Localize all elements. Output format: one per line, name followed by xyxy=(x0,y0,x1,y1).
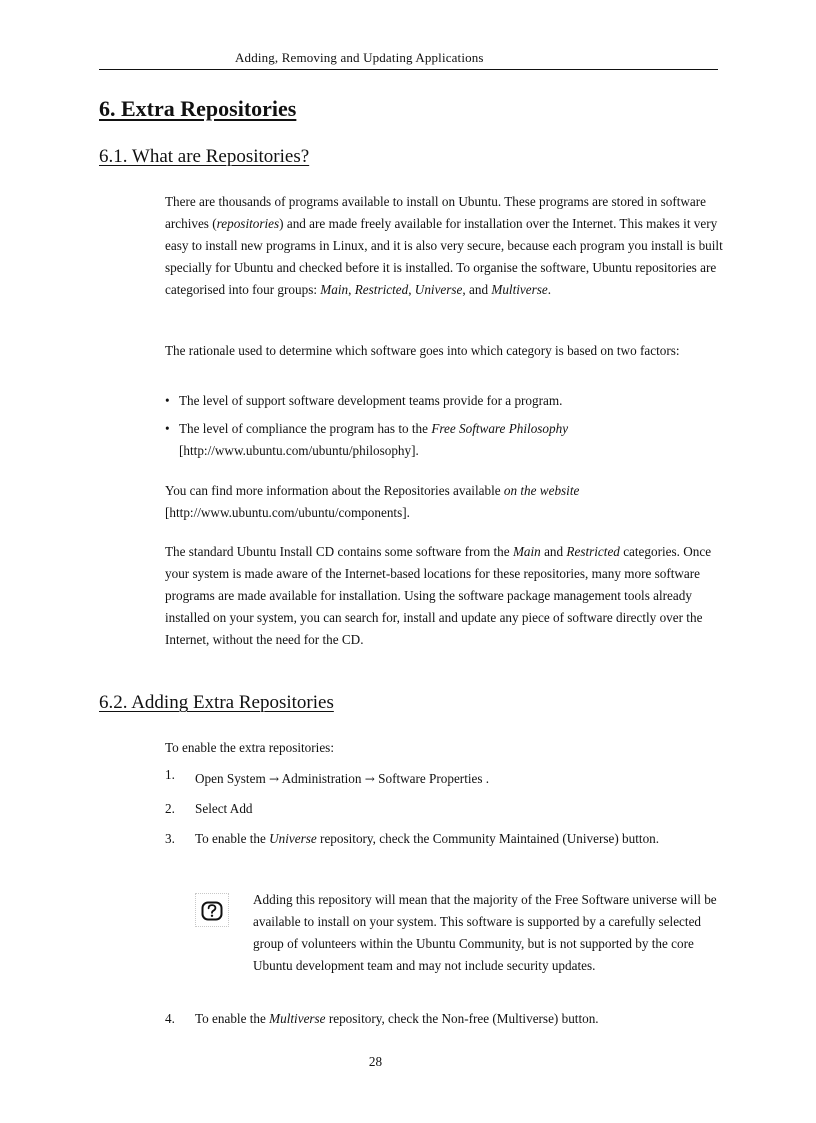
emphasis-main: Main xyxy=(512,544,541,559)
step-item xyxy=(165,1008,725,1030)
steps-list-continued xyxy=(165,1008,725,1038)
right-arrow-icon: → xyxy=(269,772,280,786)
running-header: Adding, Removing and Updating Applications xyxy=(235,50,484,65)
list-item-url: [http://www.ubuntu.com/ubuntu/philosophy]. xyxy=(179,443,419,458)
text-run-url: [http://www.ubuntu.com/ubuntu/components]. xyxy=(165,505,410,520)
steps-list xyxy=(165,768,725,858)
chapter-title: 6. Extra Repositories xyxy=(99,96,297,121)
text-run: . xyxy=(547,282,552,297)
step-number: 3. xyxy=(165,831,175,846)
page-number: 28 xyxy=(368,1054,383,1069)
step-item xyxy=(165,828,725,850)
step-number: 2. xyxy=(165,801,175,816)
step-item xyxy=(165,798,725,820)
text-run: , xyxy=(408,282,415,297)
step-number: 4. xyxy=(165,1011,175,1026)
step-text: To enable the xyxy=(195,1011,270,1026)
emphasis-repositories: repositories xyxy=(216,216,280,231)
question-icon xyxy=(201,901,223,921)
link-on-the-website[interactable]: on the website xyxy=(503,483,580,498)
step-text: Administration xyxy=(279,771,365,786)
emphasis-universe: Universe xyxy=(269,831,317,846)
list-item-text: The level of support software development teams provide for a program. xyxy=(179,393,563,408)
text-run: ) and are made freely available for installation over the Internet. This makes it very easy to install new programs in Linux, and it is also very secure, because each program you install is built specially for Ubuntu and checked before it is installed. To organise the software, Ubuntu repositories are categorised into four groups: xyxy=(165,216,723,297)
step-number: 1. xyxy=(165,767,175,782)
step-item xyxy=(165,768,725,790)
text-run: There are thousands of programs available to install on Ubuntu. These programs are stored in software archives ( xyxy=(165,194,707,231)
note-icon-box xyxy=(195,893,229,927)
bullet-icon: • xyxy=(165,393,170,408)
text-run: , and xyxy=(462,282,492,297)
bullet-icon: • xyxy=(165,421,170,436)
link-free-software-philosophy[interactable]: Free Software Philosophy xyxy=(431,421,569,436)
header-rule xyxy=(99,69,718,70)
emphasis-restricted: Restricted xyxy=(566,544,620,559)
section-title-what-are-repositories: 6.1. What are Repositories? xyxy=(99,146,310,167)
step-text: Software Properties . xyxy=(374,771,490,786)
text-run: and xyxy=(540,544,567,559)
paragraph-enable-intro: To enable the extra repositories: xyxy=(165,740,334,755)
right-arrow-icon: → xyxy=(364,772,375,786)
step-text: To enable the xyxy=(195,831,270,846)
step-text: Select Add xyxy=(195,801,253,816)
factors-list xyxy=(165,390,725,468)
step-text: Open System xyxy=(195,771,269,786)
step-text: repository, check the Non-free (Multiverse) button. xyxy=(325,1011,599,1026)
list-item xyxy=(165,418,725,462)
paragraph-rationale: The rationale used to determine which software goes into which category is based on two factors: xyxy=(165,343,680,358)
text-run: The standard Ubuntu Install CD contains some software from the xyxy=(165,544,513,559)
emphasis-main: Main xyxy=(320,282,349,297)
paragraph-more-info xyxy=(165,480,725,524)
emphasis-multiverse: Multiverse xyxy=(269,1011,326,1026)
list-item xyxy=(165,390,725,412)
section-title-adding-extra-repositories: 6.2. Adding Extra Repositories xyxy=(99,692,334,713)
step-text: repository, check the Community Maintained (Universe) button. xyxy=(316,831,660,846)
list-item-text: The level of compliance the program has to the xyxy=(179,421,432,436)
paragraph-repositories-intro xyxy=(165,191,725,301)
text-run: categories. Once your system is made aware of the Internet-based locations for these repositories, many more software programs are made available for installation. Using the software package management tools already installed on your system, you can search for, install and update any piece of software directly over the Internet, without the need for the CD. xyxy=(165,544,712,647)
paragraph-install-cd xyxy=(165,541,725,651)
note-text: Adding this repository will mean that the majority of the Free Software universe will be available to install on your system. This software is supported by a carefully selected group of volunteers within the Ubuntu Community, but is not supported by the core Ubuntu development team and may not include security updates. xyxy=(253,892,717,973)
emphasis-restricted: Restricted xyxy=(354,282,409,297)
emphasis-multiverse: Multiverse xyxy=(491,282,548,297)
text-run: , xyxy=(348,282,355,297)
emphasis-universe: Universe xyxy=(414,282,463,297)
text-run: You can find more information about the Repositories available xyxy=(165,483,504,498)
